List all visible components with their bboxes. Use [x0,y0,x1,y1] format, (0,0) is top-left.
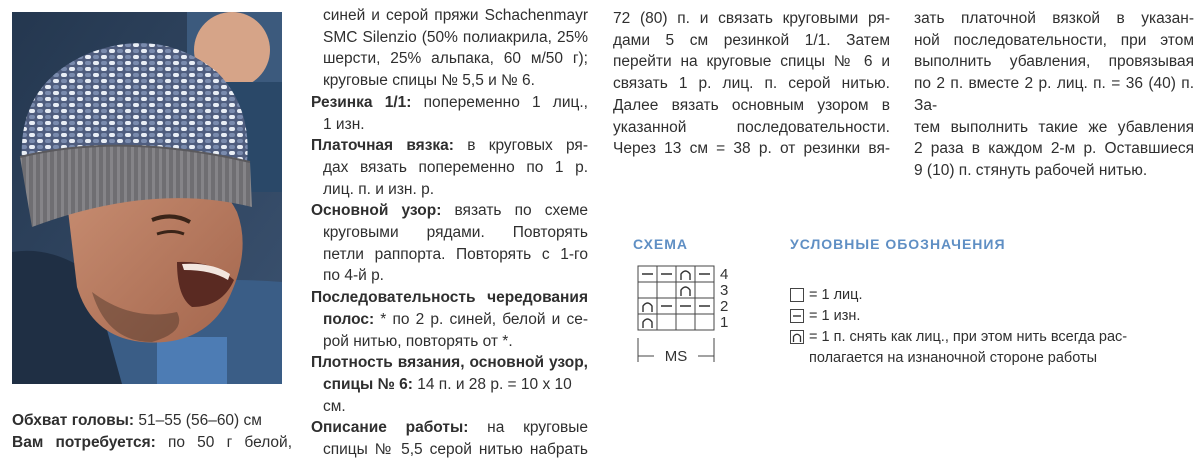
materials-line: шерсти, 25% альпака, 60 м/50 г); [323,50,588,68]
column-2 [311,5,588,461]
stripe-seq-label: Последовательность чередования [311,289,588,307]
chart-cell-purl [676,298,695,314]
instruction-line: указанной последовательности. [613,118,890,136]
column-4 [914,8,1194,182]
stripe-seq-line [311,309,588,331]
chart-cell-purl [695,266,714,282]
materials-intro-line [12,432,292,454]
legend-knit-text: = 1 лиц. [809,287,863,303]
chart-row-number: 4 [720,266,729,283]
instruction-line: связать 1 р. лиц. п. серой нитью. [613,75,890,93]
chart-cell-slip [638,298,657,314]
legend-slip-text-line1: = 1 п. снять как лиц., при этом нить всегда рас- [809,329,1128,345]
gauge-line [311,374,588,417]
gauge-label-cont: спицы № 6: [323,375,413,393]
head-size-label: Обхват головы: [12,412,135,429]
materials-line: круговые спицы № 5,5 и № 6. [323,72,535,90]
chart-cell-slip [676,266,695,282]
head-size-value: 51–55 (56–60) см [134,412,262,429]
slip-stitch-symbol-icon [790,330,804,344]
knit-symbol-icon [790,288,804,302]
main-pattern-line [311,200,588,222]
instruction-line: по 2 п. вместе 2 р. лиц. п. = 36 (40) п. За- [914,75,1194,114]
stripe-seq-text: * по 2 р. синей, белой и се- [374,310,588,328]
materials-intro-text: по 50 г белой, [155,433,293,451]
garter-label: Платочная вязка: [311,137,454,155]
instruction-line: Через 13 см = 38 р. от резинки вя- [613,140,890,158]
instruction-line: 2 раза в каждом 2-м р. Оставшиеся [914,140,1194,158]
instruction-line: ной последовательности, при этом [914,31,1194,49]
garter-text-cont: дах вязать попеременно по 1 р. [323,158,588,176]
legend-title: УСЛОВНЫЕ ОБОЗНАЧЕНИЯ [790,236,1006,252]
chart-cell-slip [638,314,657,330]
stripe-seq-label-cont: полос: [323,310,375,328]
main-pattern-text: вязать по схеме [441,202,588,220]
scheme-title: СХЕМА [633,236,689,252]
instruction-line: перейти на круговые спицы № 6 и [613,53,890,71]
chart-cell-knit [638,282,657,298]
chart-row-number: 1 [720,314,729,331]
stripe-seq-text-cont: рой нитью, повторять от *. [323,332,513,350]
chart-row-number: 2 [720,298,729,315]
chart-cell-knit [695,314,714,330]
hat-model-photo [12,12,282,384]
instruction-line: тем выполнить такие же убавления [914,118,1194,136]
chart-cell-purl [695,298,714,314]
rib-text-cont: 1 изн. [323,115,365,133]
materials-line: SMC Silenzio (50% полиакрила, 25% [323,28,588,46]
legend-purl-text: = 1 изн. [809,308,861,324]
repeat-label: MS [664,348,688,365]
legend-row-slip [790,327,1195,369]
caption-block [12,410,292,453]
gauge-label: Плотность вязания, основной узор, [311,354,588,372]
instruction-line: зать платочной вязкой в указан- [914,10,1194,27]
rib-label: Резинка 1/1: [311,93,412,111]
materials-line: синей и серой пряжи Schachenmayr [323,7,588,24]
stripe-seq-heading [311,287,588,309]
garter-text: в круговых ря- [453,137,588,155]
legend-row-knit [790,285,1195,306]
instruction-line: дами 5 см резинкой 1/1. Затем [613,31,890,49]
main-pattern-text-cont: круговыми рядами. Повторять [323,224,588,242]
chart-cell-slip [676,282,695,298]
purl-symbol-icon [790,309,804,323]
legend [790,285,1195,369]
main-pattern-text-cont: по 4-й р. [323,267,384,285]
rib-text: попеременно 1 лиц., [411,93,588,111]
legend-slip-text-line2: полагается на изнаночной стороне работы [809,350,1098,366]
garter-text-cont: лиц. п. и изн. р. [323,180,435,198]
instruction-line: выполнить убавления, провязывая [914,53,1194,71]
instruction-line: 9 (10) п. стянуть рабочей нитью. [914,161,1148,179]
column-3 [613,8,890,160]
knitting-chart [630,260,770,372]
main-pattern-text-cont: петли раппорта. Повторять с 1-го [323,245,588,263]
work-desc-line [311,417,588,439]
chart-cell-knit [676,314,695,330]
work-desc-text-cont: спицы № 5,5 серой нитью набрать [323,441,588,459]
rib-line [311,92,588,114]
chart-cell-purl [638,266,657,282]
chart-cell-knit [657,314,676,330]
chart-cell-knit [657,282,676,298]
work-desc-text: на круговые [468,419,588,437]
chart-cell-purl [657,266,676,282]
legend-row-purl [790,306,1195,327]
chart-cell-knit [695,282,714,298]
chart-row-number: 3 [720,282,729,299]
materials-label: Вам потребуется: [12,433,156,451]
gauge-text: 14 п. и 28 р. = 10 х 10 см. [323,375,572,415]
legend-slip-text [809,327,1195,369]
main-pattern-label: Основной узор: [311,202,442,220]
instruction-line: Далее вязать основным узором в [613,96,890,114]
garter-line [311,135,588,157]
work-desc-label: Описание работы: [311,419,469,437]
instruction-line: 72 (80) п. и связать круговыми ря- [613,10,890,27]
chart-cell-purl [657,298,676,314]
head-size-line [12,410,292,432]
gauge-heading [311,352,588,374]
